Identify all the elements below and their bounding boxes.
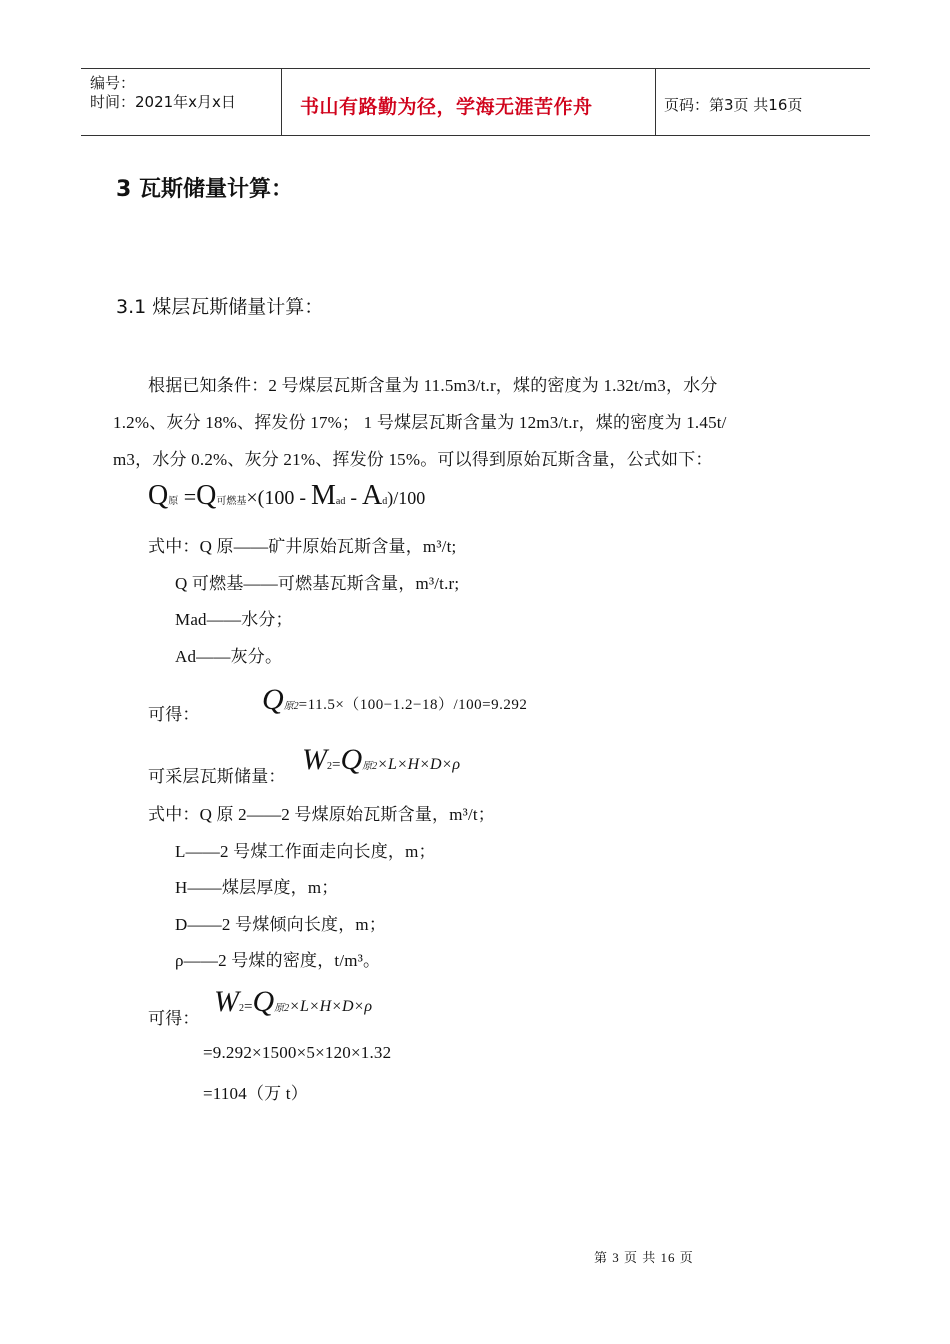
result2-w-subscript: 2: [239, 1003, 244, 1014]
result1-q-subscript: 原2: [283, 701, 299, 712]
definition-mad: Mad——水分；: [175, 610, 293, 629]
formula2-expression: [302, 743, 460, 777]
result2-line-1: =9.292×1500×5×120×1.32: [203, 1043, 392, 1062]
formula-equals: =: [178, 484, 197, 509]
intro-line-1: 根据已知条件：2 号煤层瓦斯含量为 11.5m3/t.r，煤的密度为 1.32t/m3，水分: [148, 376, 718, 395]
definition-q-krj: Q 可燃基——可燃基瓦斯含量，m³/t.r;: [175, 574, 460, 593]
intro-line-3: m3，水分 0.2%、灰分 21%、挥发份 15%。可以得到原始瓦斯含量，公式如下：: [113, 450, 713, 469]
intro-line-2: 1.2%、灰分 18%、挥发份 17%； 1 号煤层瓦斯含量为 12m3/t.r，煤的密度为 1.45t/: [113, 413, 727, 432]
definition-q-yuan2: 式中：Q 原 2——2 号煤原始瓦斯含量，m³/t；: [148, 805, 495, 824]
formula-q2-subscript: 可燃基: [216, 496, 247, 507]
formula-part2: )/100: [387, 488, 426, 508]
result2-q-subscript: 原2: [274, 1003, 290, 1014]
section-subtitle: 3.1 煤层瓦斯储量计算：: [116, 296, 324, 318]
result1-q-symbol: Q: [262, 683, 284, 716]
formula-minus: -: [345, 487, 363, 509]
formula2-q-symbol: Q: [340, 743, 363, 776]
result2-q-symbol: Q: [252, 985, 275, 1018]
header-divider-left: [281, 69, 282, 136]
formula-q-symbol: Q: [148, 480, 169, 511]
definition-ad: Ad——灰分。: [175, 647, 283, 666]
result2-equals: =: [244, 999, 253, 1015]
header-date-label: 时间：2021年x月x日: [90, 93, 236, 111]
result1-expression: =11.5×（100−1.2−18）/100=9.292: [298, 697, 528, 713]
definition-d: D——2 号煤倾向长度，m；: [175, 915, 387, 934]
result1-label: 可得：: [148, 705, 200, 724]
header-motto: 书山有路勤为径，学海无涯苦作舟: [300, 96, 593, 118]
formula2-equals: =: [332, 757, 341, 773]
formula2-q-subscript: 原2: [362, 761, 378, 772]
definition-q-yuan: 式中：Q 原——矿井原始瓦斯含量，m³/t;: [148, 537, 457, 556]
formula2-w-subscript: 2: [327, 761, 332, 772]
formula2-w-symbol: W: [302, 743, 327, 776]
header-page-label: 页码：第3页 共16页: [664, 96, 803, 114]
formula2-label: 可采层瓦斯储量：: [148, 767, 286, 786]
definition-rho: ρ——2 号煤的密度，t/m³。: [175, 951, 381, 970]
formula-q2-symbol: Q: [196, 480, 217, 511]
result2-product: ×L×H×D×ρ: [289, 998, 373, 1015]
section-title: 3 瓦斯储量计算：: [116, 177, 293, 202]
definition-l: L——2 号煤工作面走向长度，m；: [175, 842, 436, 861]
formula-q-subscript: 原: [168, 496, 179, 507]
formula-a-symbol: A: [362, 480, 383, 511]
result2-line-2: =1104（万 t）: [203, 1084, 308, 1103]
header-top-rule: [81, 68, 870, 69]
result2-label: 可得：: [148, 1009, 200, 1028]
result1-formula: [262, 683, 527, 717]
header-divider-right: [655, 69, 656, 136]
formula-a-subscript: d: [382, 496, 388, 507]
formula-part1: ×(100 -: [246, 487, 311, 509]
header-serial-label: 编号：: [90, 74, 136, 92]
result2-w-symbol: W: [214, 985, 239, 1018]
footer-page-number: 第 3 页 共 16 页: [594, 1250, 694, 1265]
header-bottom-rule: [81, 135, 870, 136]
formula2-product: ×L×H×D×ρ: [377, 756, 461, 773]
formula-m-symbol: M: [311, 480, 336, 511]
definition-h: H——煤层厚度，m；: [175, 878, 339, 897]
formula-m-subscript: ad: [335, 496, 346, 507]
result2-formula: [214, 985, 372, 1019]
formula-gas-content: [148, 480, 425, 512]
